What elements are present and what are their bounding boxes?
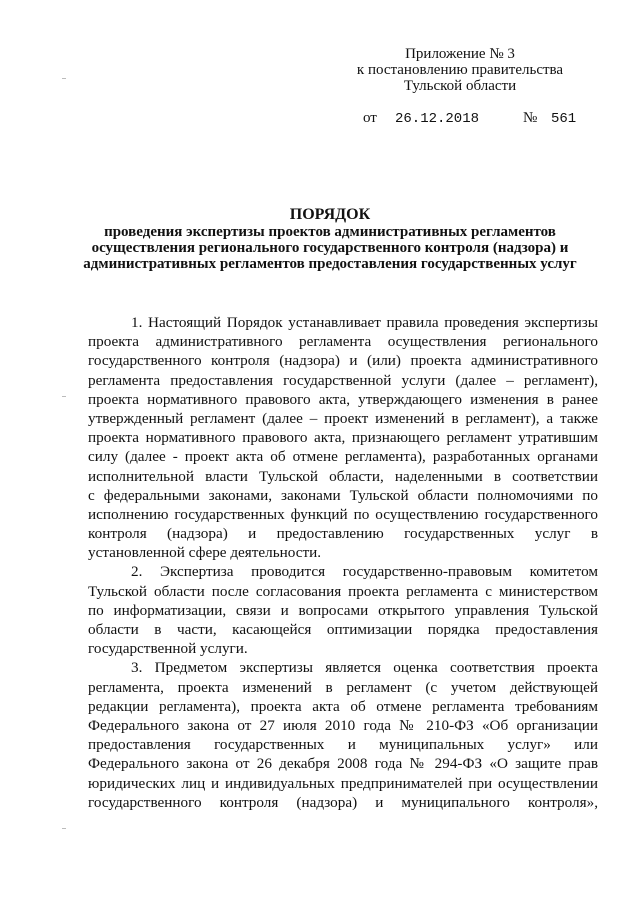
paragraph-line: юридических лиц и индивидуальных предпринимателей при осуществлении — [88, 774, 598, 792]
number-sign: № — [523, 110, 538, 126]
appendix-line: к постановлению правительства — [356, 62, 564, 78]
paragraph-line: контроля (надзора) и предоставлению государственных услуг в — [88, 525, 598, 543]
paragraph-line: 2. Экспертиза проводится государственно-правовым комитетом — [131, 563, 598, 581]
paragraph-line: силу (далее - проект акта об отмене регламента), разработанных органами — [88, 448, 598, 466]
paragraph-line: 1. Настоящий Порядок устанавливает правила проведения экспертизы — [131, 314, 598, 331]
paragraph-line: 3. Предметом экспертизы является оценка соответствия проекта — [131, 659, 598, 677]
paragraph-line: исполнению государственных функций по осуществлению государственного — [88, 505, 598, 523]
scan-mark — [62, 396, 66, 397]
title-line: проведения экспертизы проектов административных регламентов — [104, 224, 556, 240]
paragraph-line: исполнительной власти Тульской области, наделенными в соответствии — [88, 467, 598, 485]
paragraph-line: Тульской области после согласования проекта регламента с министерством — [88, 582, 598, 600]
title-line: административных регламентов предоставления государственных услуг — [83, 256, 577, 272]
paragraph-line: установленной сфере деятельности. — [88, 544, 322, 562]
paragraph-line: с федеральными законами, законами Тульской области полномочиями по — [88, 486, 598, 504]
scan-mark — [62, 828, 66, 829]
paragraph-line: утвержденный регламент (далее – проект изменений в регламент), а также — [88, 409, 598, 427]
paragraph-line: государственной услуги. — [88, 640, 248, 658]
paragraph-line: регламента, проекта изменений в регламент (с учетом действующей — [88, 678, 598, 696]
document-title — [60, 207, 600, 272]
paragraph-line: государственного контроля (надзора) и муниципального контроля», — [88, 793, 598, 811]
document-body — [88, 313, 598, 812]
paragraph-line: Федерального закона от 26 декабря 2008 года № 294-ФЗ «О защите прав — [88, 755, 598, 773]
title-line: осуществления регионального государственного контроля (надзора) и — [91, 240, 569, 256]
appendix-header — [340, 46, 580, 94]
appendix-line: Тульской области — [403, 78, 517, 94]
date-prefix: от — [363, 110, 377, 126]
paragraph-line: редакции регламента), проекта акта об отмене регламента требованиям — [88, 697, 598, 715]
paragraph-line: области в части, касающейся оптимизации порядка предоставления — [88, 621, 598, 638]
appendix-line: Приложение № 3 — [405, 46, 515, 62]
paragraph-line: проекта нормативного правового акта, признающего регламент утратившим — [88, 429, 598, 447]
paragraph-line: проекта нормативного правового акта, утверждающего изменения в ранее — [88, 390, 598, 408]
scan-mark — [62, 78, 66, 79]
paragraph-line: Федерального закона от 27 июля 2010 года № 210-ФЗ «Об организации — [88, 716, 598, 734]
paragraph-line: регламента предоставления государственной услуги (далее – регламент), — [88, 371, 598, 389]
document-number: 561 — [551, 111, 577, 127]
title-heading: ПОРЯДОК — [289, 206, 371, 223]
paragraph-line: предоставления государственных и муниципальных услуг» или — [88, 736, 598, 754]
paragraph-line: проекта административного регламента осуществления регионального — [88, 333, 598, 351]
paragraph-line: по информатизации, связи и вопросами открытого управления Тульской — [88, 601, 598, 619]
document-date: 26.12.2018 — [395, 111, 480, 127]
paragraph-line: государственного контроля (надзора) и (или) проекта административного — [88, 352, 598, 370]
